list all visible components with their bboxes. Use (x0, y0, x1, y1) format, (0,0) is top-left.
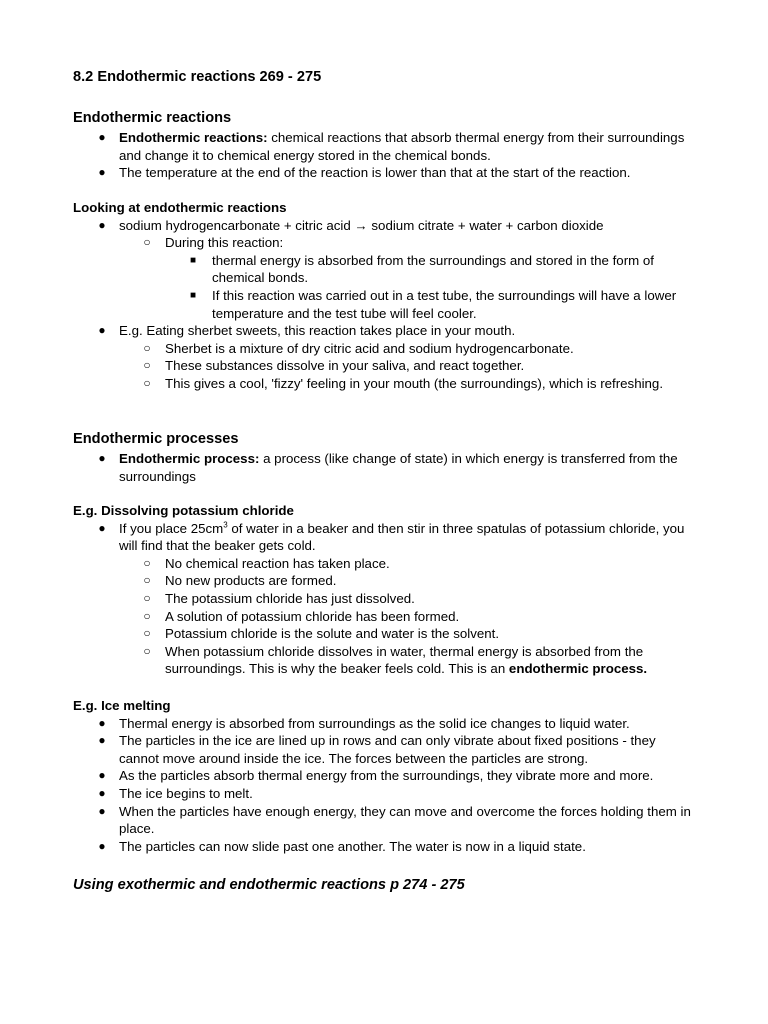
circle-bullet-icon: ○ (143, 340, 151, 355)
square-bullet-icon: ■ (189, 289, 197, 301)
list-item-text: No chemical reaction has taken place. (165, 555, 390, 571)
list-item-text: No new products are formed. (165, 573, 337, 589)
disc-bullet-icon: ● (98, 451, 106, 465)
bullet-list (73, 715, 698, 856)
section-dissolving-potassium-chloride (73, 502, 698, 678)
section-heading: Endothermic processes (73, 431, 239, 447)
disc-bullet-icon: ● (98, 217, 106, 232)
list-item-text: During this reaction: (165, 235, 284, 251)
list-item (73, 234, 698, 252)
circle-bullet-icon: ○ (143, 643, 151, 658)
list-item (73, 340, 698, 358)
section-endothermic-processes (73, 430, 698, 485)
disc-bullet-icon: ● (98, 838, 106, 853)
disc-bullet-icon: ● (98, 803, 106, 818)
list-item (73, 322, 698, 340)
disc-bullet-icon: ● (98, 520, 106, 535)
list-item (73, 590, 698, 608)
list-item-text: The particles in the ice are lined up in rows and can only vibrate about fixed positions - they cannot move around inside the ice. The forces between the particles are strong. (119, 733, 656, 766)
list-item (73, 520, 698, 555)
section-subheading: E.g. Ice melting (73, 698, 171, 713)
list-item-text: E.g. Eating sherbet sweets, this reaction takes place in your mouth. (119, 323, 516, 339)
list-item (73, 287, 698, 322)
section-looking-at-endothermic (73, 199, 698, 393)
list-item (73, 715, 698, 733)
list-item (73, 217, 698, 235)
list-item-text: The ice begins to melt. (119, 785, 253, 801)
list-item (73, 803, 698, 838)
disc-bullet-icon: ● (98, 323, 106, 338)
list-item (73, 357, 698, 375)
list-item-text: As the particles absorb thermal energy from the surroundings, they vibrate more and more. (119, 768, 654, 784)
list-item-text: These substances dissolve in your saliva, and react together. (165, 358, 525, 374)
list-item (73, 785, 698, 803)
circle-bullet-icon: ○ (143, 608, 151, 623)
disc-bullet-icon: ● (98, 130, 106, 144)
circle-bullet-icon: ○ (143, 573, 151, 588)
disc-bullet-icon: ● (98, 733, 106, 748)
page-title: 8.2 Endothermic reactions 269 - 275 (73, 69, 322, 85)
list-item (73, 732, 698, 767)
list-item (73, 643, 698, 678)
list-item (73, 129, 698, 164)
list-item-text: The potassium chloride has just dissolved. (165, 590, 415, 606)
list-item-text: The temperature at the end of the reaction is lower than that at the start of the reaction. (119, 165, 631, 181)
list-item-text: This gives a cool, 'fizzy' feeling in your mouth (the surroundings), which is refreshing. (165, 375, 664, 391)
list-item (73, 375, 698, 393)
section-subheading: Looking at endothermic reactions (73, 200, 287, 215)
list-item (73, 608, 698, 626)
list-item (73, 555, 698, 573)
list-item (73, 838, 698, 856)
disc-bullet-icon: ● (98, 715, 106, 730)
list-item-text: If you place 25cm (119, 520, 224, 536)
section-subheading: E.g. Dissolving potassium chloride (73, 503, 294, 518)
list-item-text: thermal energy is absorbed from the surroundings and stored in the form of chemical bonds. (212, 252, 654, 286)
list-item (73, 625, 698, 643)
circle-bullet-icon: ○ (143, 235, 151, 250)
list-item (73, 252, 698, 287)
list-item-text: The particles can now slide past one another. The water is now in a liquid state. (119, 838, 586, 854)
section-endothermic-reactions (73, 109, 698, 182)
circle-bullet-icon: ○ (143, 590, 151, 605)
list-item (73, 572, 698, 590)
term-bold: endothermic process. (508, 661, 648, 677)
bullet-list (73, 217, 698, 393)
disc-bullet-icon: ● (98, 768, 106, 783)
superscript: 3 (223, 520, 228, 530)
circle-bullet-icon: ○ (143, 555, 151, 570)
bullet-list (73, 450, 698, 485)
list-item (73, 164, 698, 182)
list-item (73, 450, 698, 485)
bullet-list (73, 520, 698, 678)
definition-text: chemical reactions that absorb thermal energy from their surroundings and change it to chemical energy stored in the chemical bonds. (119, 130, 685, 163)
list-item-text: If this reaction was carried out in a test tube, the surroundings will have a lower temperature and the test tube will feel cooler. (212, 287, 677, 321)
list-item-text: A solution of potassium chloride has been formed. (165, 608, 460, 624)
bullet-list (73, 129, 698, 182)
term-bold: Endothermic reactions: (119, 130, 268, 145)
circle-bullet-icon: ○ (143, 375, 151, 390)
section-heading-using-reactions: Using exothermic and endothermic reactions p 274 - 275 (73, 877, 465, 893)
section-heading: Endothermic reactions (73, 110, 232, 126)
disc-bullet-icon: ● (98, 165, 106, 180)
disc-bullet-icon: ● (98, 785, 106, 800)
list-item-text: of water in a beaker and then stir in three spatulas of potassium chloride, you will find that the beaker gets cold. (119, 520, 685, 554)
square-bullet-icon: ■ (189, 254, 197, 266)
circle-bullet-icon: ○ (143, 626, 151, 641)
section-ice-melting (73, 697, 698, 855)
list-item-text: Potassium chloride is the solute and water is the solvent. (165, 626, 500, 642)
term-bold: Endothermic process: (119, 451, 260, 466)
definition-text: a process (like change of state) in which energy is transferred from the surroundings (119, 451, 678, 484)
list-item-text: Thermal energy is absorbed from surroundings as the solid ice changes to liquid water. (119, 715, 630, 731)
equation-text: sodium hydrogencarbonate + citric acid → sodium citrate + water + carbon dioxide (119, 217, 604, 233)
circle-bullet-icon: ○ (143, 358, 151, 373)
list-item (73, 767, 698, 785)
list-item-text: Sherbet is a mixture of dry citric acid and sodium hydrogencarbonate. (165, 340, 574, 356)
list-item-text: When potassium chloride dissolves in water, thermal energy is absorbed from the surroundings. This is why the beaker feels cold. This is an (165, 643, 644, 677)
list-item-text: When the particles have enough energy, they can move and overcome the forces holding them in place. (119, 803, 691, 837)
